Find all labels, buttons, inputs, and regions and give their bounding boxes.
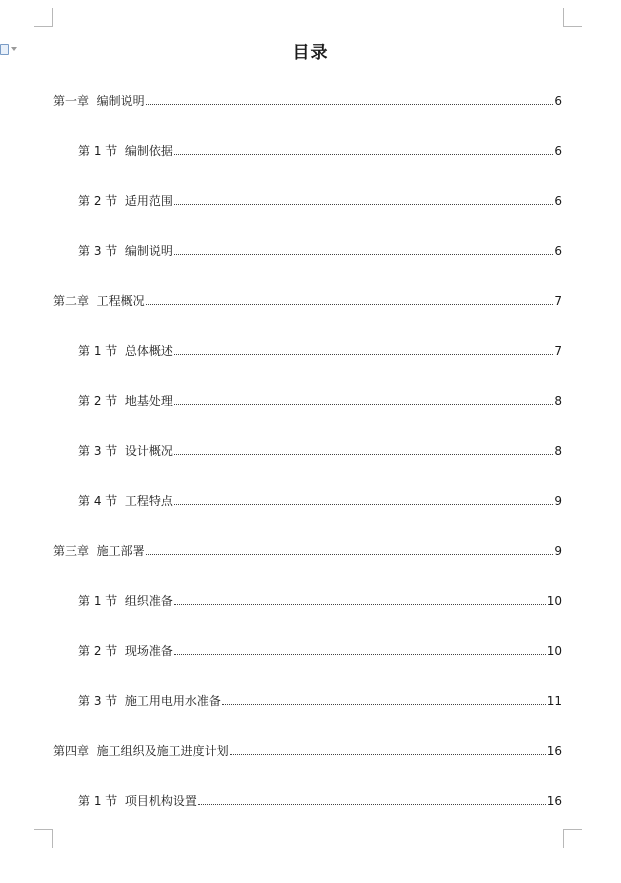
toc-dot-leader bbox=[174, 254, 553, 255]
toc-entry-page-number: 6 bbox=[554, 94, 562, 108]
toc-entry-page-number: 10 bbox=[546, 644, 562, 658]
toc-entry-page-number: 9 bbox=[554, 544, 562, 558]
toc-dot-leader bbox=[174, 504, 553, 505]
toc-section-entry[interactable] bbox=[78, 144, 562, 158]
toc-chapter-entry[interactable] bbox=[53, 544, 562, 558]
toc-section-entry[interactable] bbox=[78, 494, 562, 508]
toc-chapter-entry[interactable] bbox=[53, 294, 562, 308]
toc-entry-label: 第 2 节 现场准备 bbox=[78, 644, 173, 658]
toc-dot-leader bbox=[230, 754, 546, 755]
toc-section-entry[interactable] bbox=[78, 594, 562, 608]
toc-entry-label: 第三章 施工部署 bbox=[53, 544, 145, 558]
toc-dot-leader bbox=[174, 404, 553, 405]
toc-section-entry[interactable] bbox=[78, 794, 562, 808]
toc-entry-label: 第二章 工程概况 bbox=[53, 294, 145, 308]
toc-chapter-entry[interactable] bbox=[53, 744, 562, 758]
toc-dot-leader bbox=[146, 104, 554, 105]
toc-entry-label: 第 2 节 地基处理 bbox=[78, 394, 173, 408]
toc-dot-leader bbox=[146, 304, 554, 305]
toc-entry-label: 第 3 节 设计概况 bbox=[78, 444, 173, 458]
toc-entry-label: 第 1 节 组织准备 bbox=[78, 594, 173, 608]
crop-mark-top-left bbox=[34, 8, 53, 27]
toc-entry-label: 第 2 节 适用范围 bbox=[78, 194, 173, 208]
toc-dot-leader bbox=[174, 354, 553, 355]
toc-entry-page-number: 16 bbox=[546, 744, 562, 758]
toc-entry-page-number: 7 bbox=[554, 344, 562, 358]
toc-entry-label: 第四章 施工组织及施工进度计划 bbox=[53, 744, 229, 758]
toc-section-entry[interactable] bbox=[78, 694, 562, 708]
toc-dot-leader bbox=[174, 154, 553, 155]
toc-dot-leader bbox=[222, 704, 546, 705]
toc-dot-leader bbox=[146, 554, 554, 555]
toc-entry-page-number: 8 bbox=[554, 394, 562, 408]
toc-entry-page-number: 11 bbox=[546, 694, 562, 708]
toc-entry-page-number: 7 bbox=[554, 294, 562, 308]
toc-entry-label: 第 1 节 总体概述 bbox=[78, 344, 173, 358]
toc-entry-page-number: 6 bbox=[554, 144, 562, 158]
toc-dot-leader bbox=[174, 654, 546, 655]
toc-section-entry[interactable] bbox=[78, 644, 562, 658]
toc-entry-label: 第 1 节 编制依据 bbox=[78, 144, 173, 158]
toc-dot-leader bbox=[174, 204, 553, 205]
toc-section-entry[interactable] bbox=[78, 394, 562, 408]
toc-entry-label: 第 1 节 项目机构设置 bbox=[78, 794, 197, 808]
toc-section-entry[interactable] bbox=[78, 194, 562, 208]
toc-entry-label: 第 4 节 工程特点 bbox=[78, 494, 173, 508]
toc-chapter-entry[interactable] bbox=[53, 94, 562, 108]
toc-entry-page-number: 8 bbox=[554, 444, 562, 458]
toc-section-entry[interactable] bbox=[78, 244, 562, 258]
crop-mark-bottom-left bbox=[34, 829, 53, 848]
toc-entry-label: 第 3 节 施工用电用水准备 bbox=[78, 694, 221, 708]
toc-dot-leader bbox=[174, 604, 546, 605]
toc-dot-leader bbox=[174, 454, 553, 455]
toc-entry-page-number: 10 bbox=[546, 594, 562, 608]
toc-entry-page-number: 6 bbox=[554, 194, 562, 208]
toc-section-entry[interactable] bbox=[78, 444, 562, 458]
toc-entry-label: 第 3 节 编制说明 bbox=[78, 244, 173, 258]
crop-mark-top-right bbox=[563, 8, 582, 27]
crop-mark-bottom-right bbox=[563, 829, 582, 848]
toc-title: 目录 bbox=[292, 43, 329, 63]
toc-section-entry[interactable] bbox=[78, 344, 562, 358]
toc-entry-page-number: 6 bbox=[554, 244, 562, 258]
toc-entry-page-number: 16 bbox=[546, 794, 562, 808]
toc-entry-page-number: 9 bbox=[554, 494, 562, 508]
toc-entry-label: 第一章 编制说明 bbox=[53, 94, 145, 108]
toc-dot-leader bbox=[198, 804, 546, 805]
